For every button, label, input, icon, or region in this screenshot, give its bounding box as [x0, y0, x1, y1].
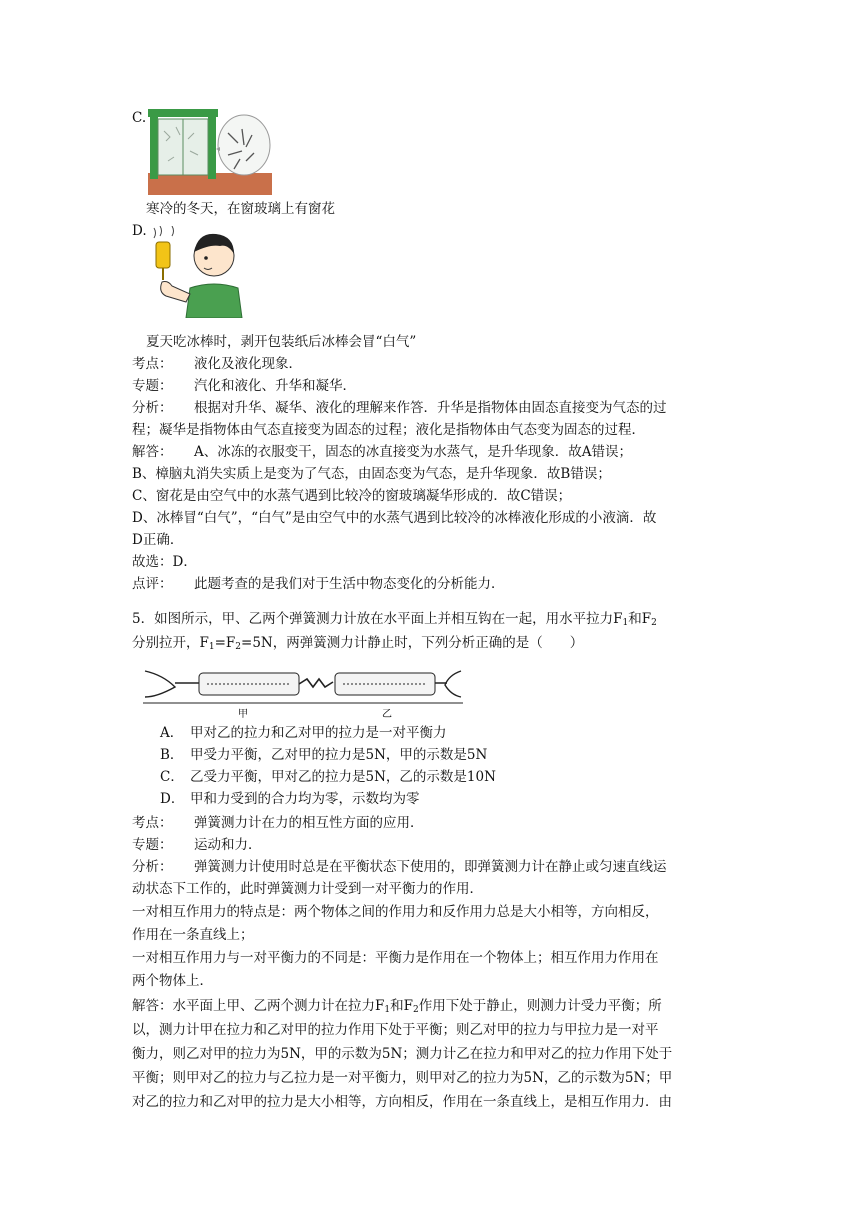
q4-jieda-text-4: D、冰棒冒“白气”，“白气”是由空气中的水蒸气遇到比较冷的冰棒液化形成的小液滴．故: [132, 510, 657, 526]
window-right-frame: [208, 115, 216, 179]
q4-fenxi-text-1: 根据对升华、凝华、液化的理解来作答．升华是指物体由固态直接变为气态的过: [194, 400, 667, 416]
q5-jieda-text-3: 衡力，则乙对甲的拉力为5N，甲的示数为5N；测力计乙在拉力和甲对乙的拉力作用下处于: [132, 1046, 673, 1062]
q4-fenxi-label: 分析：: [132, 400, 173, 416]
option-a-letter: A．: [160, 725, 184, 741]
q4-jieda-text-1: A、冰冻的衣服变干，固态的冰直接变为水蒸气，是升华现象．故A错误；: [194, 444, 632, 460]
q4-kaodian: [132, 355, 302, 373]
q5-option-d: [160, 790, 420, 808]
q5-kaodian: [132, 814, 424, 832]
q5-stem-2-a: 分别拉开，: [132, 635, 200, 651]
f1-subscript: 1: [384, 1005, 391, 1015]
f2-subscript: 2: [235, 642, 242, 652]
option-c-text: 乙受力平衡，甲对乙的拉力是5N，乙的示数是10N: [190, 769, 496, 785]
q5-fenxi-text-6: 两个物体上．: [132, 973, 213, 989]
q5-kaodian-label: 考点：: [132, 815, 173, 831]
option-d-text: 甲和力受到的合力均为零，示数均为零: [190, 791, 420, 807]
q4-jieda-text-5: D正确．: [132, 532, 184, 548]
window-frost-illustration: [148, 109, 272, 195]
q5-zhuanti-label: 专题：: [132, 837, 173, 853]
f1-symbol: F: [199, 635, 209, 651]
boy-shirt: [186, 284, 242, 318]
option-d-letter: D.: [132, 223, 147, 239]
q4-jieda: [132, 443, 632, 461]
q5-jieda-1a: 水平面上甲、乙两个测力计在拉力: [172, 998, 375, 1014]
popsicle: [156, 242, 170, 268]
q5-fenxi-text-4: 作用在一条直线上；: [132, 927, 254, 943]
q5-option-c: [160, 768, 496, 786]
boy-eating-popsicle-illustration: [148, 226, 248, 318]
q4-guxuan: 故选：D．: [132, 554, 197, 570]
q4-jieda-label: 解答：: [132, 444, 173, 460]
f1-symbol: F: [375, 998, 385, 1014]
q5-fenxi-text-2: 动状态下工作的，此时弹簧测力计受到一对平衡力的作用．: [132, 881, 483, 897]
q4-fenxi-text-2: 程；凝华是指物体由气态直接变为固态的过程；液化是指物体由气态变为固态的过程．: [132, 422, 645, 438]
f2-symbol: F: [225, 635, 236, 651]
q5-option-b: [160, 746, 487, 764]
linked-hooks: [299, 679, 333, 687]
window-top-frame: [148, 109, 218, 117]
q5-jieda-1b: 作用下处于静止，则测力计受力平衡；所: [418, 998, 662, 1014]
option-d-letter-q5: D．: [160, 791, 185, 807]
left-hand: [145, 671, 175, 697]
q5-fenxi-text-3: 一对相互作用力的特点是：两个物体之间的作用力和反作用力总是大小相等，方向相反，: [132, 904, 659, 920]
option-a-text: 甲对乙的拉力和乙对甲的拉力是一对平衡力: [190, 725, 447, 741]
label-jia: 甲: [238, 709, 248, 720]
f2-subscript: 2: [412, 1005, 419, 1015]
q5-jieda-text-5: 对乙的拉力和乙对甲的拉力是大小相等，方向相反，作用在一条直线上，是相互作用力．由: [132, 1094, 672, 1110]
q4-fenxi: [132, 399, 667, 417]
boy-eye: [204, 256, 208, 260]
q5-jieda-label: 解答：: [132, 998, 173, 1014]
q5-jieda-1-and: 和: [390, 998, 404, 1014]
q5-stem-1-text: 5．如图所示，甲、乙两个弹簧测力计放在水平面上并相互钩在一起，用水平拉力: [132, 611, 614, 627]
q4-zhuanti: [132, 377, 356, 395]
q4-dianping-text: 此题考查的是我们对于生活中物态变化的分析能力．: [194, 576, 505, 592]
q5-kaodian-text: 弹簧测力计在力的相互性方面的应用．: [194, 815, 424, 831]
f1-symbol: F: [613, 611, 623, 627]
boy-arm: [161, 282, 190, 303]
f2-subscript: 2: [651, 618, 657, 628]
q4-jieda-text-2: B、樟脑丸消失实质上是变为了气态，由固态变为气态，是升华现象．故B错误；: [132, 466, 611, 482]
q4-dianping: [132, 575, 505, 593]
equals-sign: =: [214, 635, 226, 651]
option-c-letter-q5: C．: [160, 769, 184, 785]
spring-scales-figure: [143, 657, 463, 721]
q5-zhuanti: [132, 836, 262, 854]
f1-subscript: 1: [208, 642, 215, 652]
q4-kaodian-text: 液化及液化现象．: [194, 356, 302, 372]
q5-fenxi-label: 分析：: [132, 859, 173, 875]
option-c-letter: C.: [132, 110, 147, 126]
f2-symbol: F: [641, 611, 652, 627]
q4-zhuanti-label: 专题：: [132, 378, 173, 394]
q5-fenxi: [132, 858, 667, 876]
white-vapor-lines: [154, 226, 174, 238]
label-yi: 乙: [382, 709, 392, 720]
q4-kaodian-label: 考点：: [132, 356, 173, 372]
option-b-letter: B．: [160, 747, 184, 763]
q5-jieda-text-4: 平衡；则甲对乙的拉力与乙拉力是一对平衡力，则甲对乙的拉力为5N，乙的示数为5N；甲: [132, 1070, 673, 1086]
q4-dianping-label: 点评：: [132, 576, 173, 592]
q5-stem-2-b: =5N，两弹簧测力计静止时，下列分析正确的是（ ）: [241, 635, 584, 651]
q5-zhuanti-text: 运动和力．: [194, 837, 262, 853]
q4-zhuanti-text: 汽化和液化、升华和凝华．: [194, 378, 356, 394]
option-d-caption: 夏天吃冰棒时，剥开包装纸后冰棒会冒“白气”: [146, 334, 417, 350]
q5-fenxi-text-1: 弹簧测力计使用时总是在平衡状态下使用的，即弹簧测力计在静止或匀速直线运: [194, 859, 667, 875]
q5-fenxi-text-5: 一对相互作用力与一对平衡力的不同是：平衡力是作用在一个物体上；相互作用力作用在: [132, 950, 659, 966]
q5-option-a: [160, 724, 447, 742]
window-left-frame: [150, 115, 158, 179]
q5-stem-1-and: 和: [628, 611, 642, 627]
right-hand: [445, 671, 461, 697]
q4-jieda-text-3: C、窗花是由空气中的水蒸气遇到比较冷的窗玻璃凝华形成的．故C错误；: [132, 488, 572, 504]
q5-stem-line-2: [132, 634, 583, 656]
q5-stem-line-1: [132, 610, 657, 632]
f2-symbol: F: [403, 998, 413, 1014]
q5-jieda-text-2: 以，测力计甲在拉力和乙对甲的拉力作用下处于平衡；则乙对甲的拉力与甲拉力是一对平: [132, 1022, 659, 1038]
option-b-text: 甲受力平衡，乙对甲的拉力是5N，甲的示数是5N: [190, 747, 488, 763]
option-c-caption: 寒冷的冬天，在窗玻璃上有窗花: [146, 201, 335, 217]
q5-jieda-line-1: [132, 997, 662, 1019]
f1-subscript: 1: [622, 618, 629, 628]
